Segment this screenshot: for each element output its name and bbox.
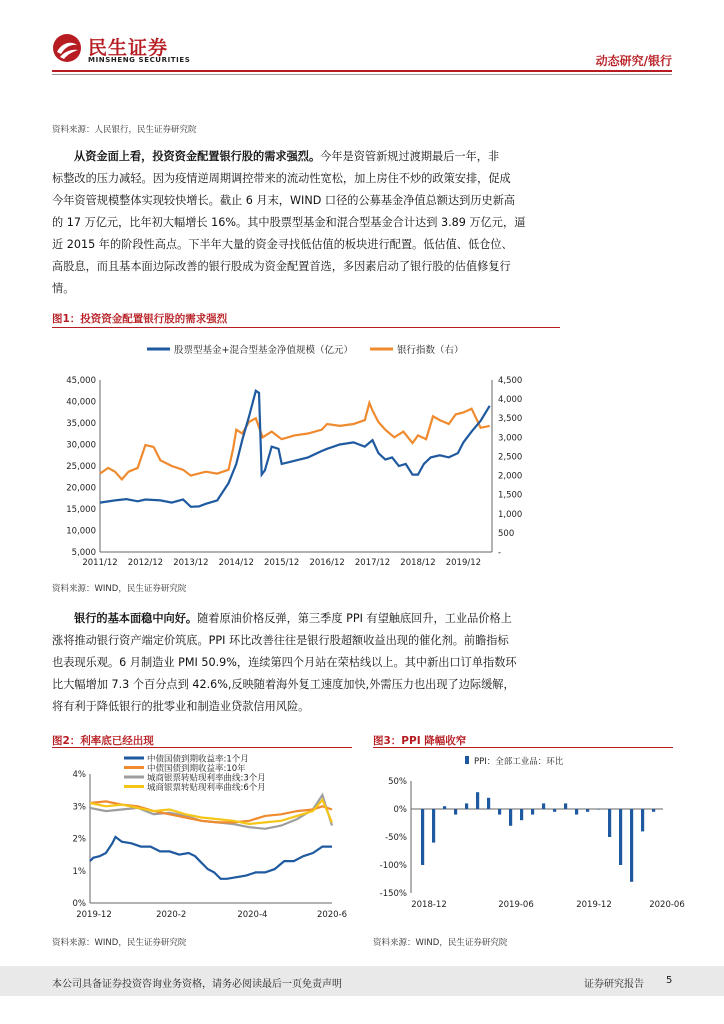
x-tick-label: 2017/12 [354,558,391,568]
paragraph-2-lead: 银行的基本面稳中向好。 [74,612,198,625]
legend-label-bank-index: 银行指数（右） [397,345,464,356]
x-tick-label: 2020-4 [237,910,268,920]
paragraph-1-line: 标整改的压力减轻。因为疫情逆周期调控带来的流动性宽松，加上房住不炒的政策安排，促成 [52,172,511,185]
y-tick-label: 40,000 [66,397,96,408]
bar [520,809,523,820]
y2-tick-label: 1,000 [498,509,523,520]
x-tick-label: 2012/12 [127,558,164,568]
header-rule-thin [52,74,672,75]
paragraph-2-line: 随着原油价格反弹，第三季度 PPI 有望触底回升，工业品价格上 [197,612,512,625]
bar [443,806,446,809]
y-tick-label: -50% [385,833,407,843]
paragraph-2 [52,608,672,718]
paragraph-2-line: 比大幅增加 7.3 个百分点到 42.6%,反映随着海外复工速度加快,外需压力也出现了边际缓解， [52,678,515,691]
y2-tick-label: 3,000 [498,433,523,444]
bar [454,809,457,815]
x-tick-label: 2016/12 [309,558,345,568]
legend-label: 中债国债到期收益率:10年 [147,764,246,774]
y-tick-label: 4% [72,770,86,780]
brand-logo-icon [52,33,82,63]
y2-tick-label: 3,500 [498,414,523,425]
footer-disclaimer: 本公司具备证券投资咨询业务资格，请务必阅读最后一页免责声明 [52,979,342,990]
y-tick-label: 1% [72,866,86,877]
figure-2-title: 图2：利率底已经出现 [52,735,154,747]
brand-name: 民生证券 [88,37,169,59]
series-line-bank-index [100,403,490,480]
y-tick-label: 2% [72,834,86,845]
bar [619,809,622,865]
legend-label: 城商银票转贴现利率曲线:6个月 [147,783,266,793]
bar [476,792,479,809]
y-tick-label: 0% [72,899,86,909]
y2-tick-label: 4,500 [498,376,523,386]
series-line-fund-size [100,391,490,507]
y-tick-label: 30,000 [66,440,96,451]
x-tick-label: 2014/12 [218,558,254,568]
figure-1-rule [52,327,560,328]
bar [509,809,512,826]
figure-3-title: 图3：PPI 降幅收窄 [373,735,467,747]
figure-2-source: 资料来源：WIND，民生证券研究院 [52,938,187,948]
paragraph-1-line: 的 17 万亿元，比年初大幅增长 16%。其中股票型基金和混合型基金合计达到 3.89 万亿元，逼 [52,216,526,229]
y-tick-label: 25,000 [66,462,96,472]
y2-tick-label: 4,000 [498,395,523,406]
bar [608,809,611,837]
paragraph-1-line: 今年资管规模整体实现较快增长。截止 6 月末，WIND 口径的公募基金净值总额达到历史新高 [52,194,516,207]
paragraph-1-lead: 从资金面上看，投资资金配置银行股的需求强烈。 [74,150,321,163]
y2-tick-label: 1,500 [498,490,523,501]
paragraph-1-line: 今年是资管新规过渡期最后一年，非 [320,150,500,163]
footer-report-type: 证券研究报告 [584,979,644,990]
figure-2-chart [52,750,352,920]
paragraph-2-line: 将有利于降低银行的批零业和制造业贷款信用风险。 [52,700,310,713]
bar [575,809,578,815]
figure-1-source: 资料来源：WIND，民生证券研究院 [52,584,187,594]
bar [564,803,567,809]
paragraph-2-line: 也表现乐观。6 月制造业 PMI 50.9%，连续第四个月站在荣枯线以上。其中新出口订单指数环 [52,656,517,669]
figure-1-chart [52,335,560,575]
footer-page-number: 5 [666,975,673,986]
y2-tick-label: 2,500 [498,452,523,463]
figure-1-title: 图1：投资资金配置银行股的需求强烈 [52,313,228,325]
y-tick-label: 0% [393,805,407,815]
bar [597,809,600,810]
legend-label-ppi: PPI：全部工业品：环比 [474,757,564,767]
x-tick-label: 2019-12 [576,900,612,910]
legend-swatch-ppi [465,756,469,764]
legend-label: 中债国债到期收益率:1个月 [147,754,249,765]
bar [487,798,490,809]
bar [630,809,633,882]
legend-label: 城商银票转贴现利率曲线:3个月 [147,773,266,784]
bar [421,809,424,865]
top-source: 资料来源：人民银行，民生证券研究院 [52,125,197,135]
bar [498,809,501,815]
y-tick-label: 10,000 [66,526,96,537]
y-tick-label: -150% [379,889,407,899]
legend-label-fund-size: 股票型基金+混合型基金净值规模（亿元） [174,345,353,356]
header-rule [52,70,672,72]
bar [553,809,556,812]
x-tick-label: 2018-12 [411,900,447,910]
y-tick-label: 50% [388,777,407,787]
x-tick-label: 2020-2 [156,910,187,920]
brand-name-en: MINSHENG SECURITIES [88,56,191,64]
x-tick-label: 2019-06 [498,900,534,910]
paragraph-1-line: 高股息，而且基本面边际改善的银行股成为资金配置首选，多因素启动了银行股的估值修复行 [52,260,511,273]
x-tick-label: 2011/12 [82,558,118,568]
y-tick-label: 45,000 [66,376,96,386]
bar [641,809,644,831]
paragraph-1-line: 情。 [52,282,75,295]
bar [465,803,468,809]
y-tick-label: 15,000 [66,505,96,515]
paragraph-1-line: 近 2015 年的阶段性高点。下半年大量的资金寻找低估值的板块进行配置。低估值、低仓位、 [52,238,513,251]
x-tick-label: 2019/12 [445,558,482,568]
figure-3-source: 资料来源：WIND，民生证券研究院 [373,938,508,948]
figure-3-chart [373,750,685,920]
paragraph-2-line: 涨将推动银行资产端定价筑底。PPI 环比改善往往是银行股超额收益出现的催化剂。前瞻指标 [52,634,509,647]
x-tick-label: 2013/12 [173,558,209,568]
y-tick-label: 20,000 [66,483,96,494]
paragraph-1 [52,146,672,300]
y2-tick-label: 2,000 [498,471,523,482]
bar [531,809,534,815]
figure-2-rule [52,747,352,748]
x-tick-label: 2020-6 [316,910,348,920]
bar [586,809,589,812]
bar [432,809,435,843]
x-tick-label: 2020-06 [649,900,685,910]
y-tick-label: 3% [72,802,86,813]
y2-tick-label: 500 [498,528,515,539]
section-label: 动态研究/银行 [595,54,672,68]
bar [652,809,655,812]
y-tick-label: 5,000 [71,548,96,558]
series-line-0 [90,837,332,879]
y-tick-label: 35,000 [66,419,96,429]
x-tick-label: 2015/12 [264,558,300,568]
figure-3-rule [373,747,673,748]
y2-tick-label: - [498,548,502,558]
x-tick-label: 2019-12 [76,910,112,920]
x-tick-label: 2018/12 [400,558,436,568]
y-tick-label: -100% [379,861,407,871]
bar [542,803,545,809]
